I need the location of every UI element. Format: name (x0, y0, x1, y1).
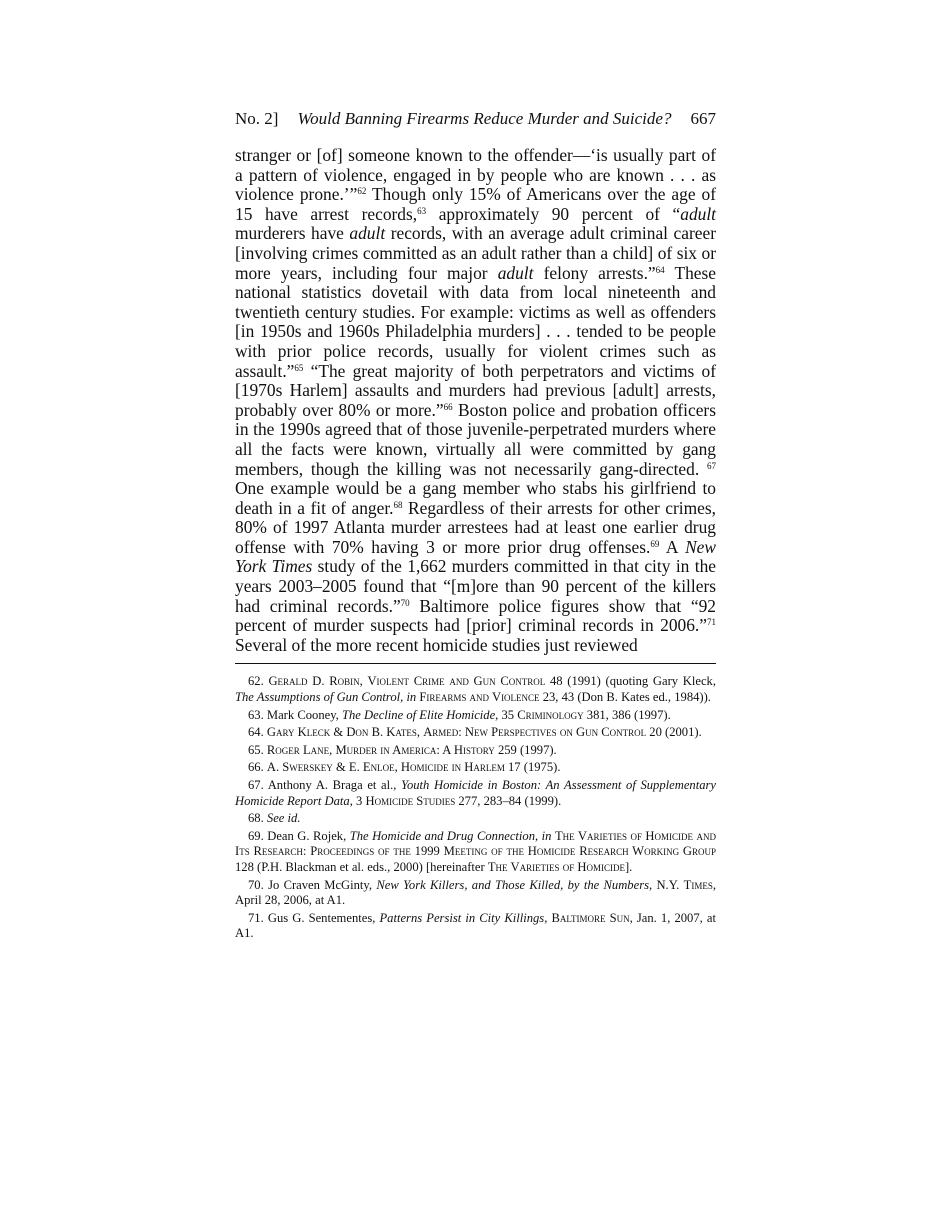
footnote-text: Anthony A. Braga et al., (263, 778, 402, 792)
footnote-text: , April 28, 2006, at A1. (235, 877, 716, 908)
footnote-journal: Times (683, 877, 713, 892)
footnote-ref[interactable]: 67 (707, 460, 716, 471)
body-text-segment: Boston police and probation officers in the 1990s agreed that of those juvenile-perpetrated murders where all the facts were known, virtually all were committed by gang members, though the killing was not necessarily gang-directed. (235, 399, 716, 479)
footnote-text: 381, 386 (1997). (583, 707, 671, 722)
footnote-text: 20 (2001). (646, 725, 702, 740)
footnote-text: , 3 (349, 793, 366, 808)
footnote-text: 17 (1975). (504, 760, 561, 775)
footnote-ref[interactable]: 69 (650, 538, 660, 549)
footnote-article: The Decline of Elite Homicide (341, 707, 496, 722)
footnote-work: Firearms and Violence (419, 690, 540, 705)
publication-title: New York Times (235, 536, 716, 577)
body-text-segment: felony arrests.” (533, 262, 656, 283)
footnote-text: Dean G. Rojek, (263, 828, 350, 843)
footnote-text: 23, 43 (Don B. Kates ed., 1984)). (539, 690, 711, 705)
footnote-text: Mark Cooney, (263, 707, 342, 722)
footnote-author: Roger Lane (266, 742, 330, 757)
footnote-text: Jo Craven McGinty, (263, 877, 377, 892)
body-text-segment: Regardless of their arrests for other crimes, 80% of 1997 Atlanta murder arrestees had at least one earlier drug offense with 70% having 3 or more prior drug offenses. (235, 497, 716, 557)
footnote-text: 128 (P.H. Blackman et al. eds., 2000) [hereinafter (235, 859, 488, 874)
footnote-text: , (544, 910, 552, 925)
footnote-text: , Jan. 1, 2007, at A1. (235, 910, 716, 941)
footnote-number: 66. (248, 760, 264, 775)
body-text-segment: approximately 90 percent of “ (426, 203, 681, 224)
footnote-number: 64. (248, 725, 264, 740)
footnote-ref[interactable]: 71 (707, 617, 716, 628)
body-paragraph (235, 146, 716, 655)
footnote-ref[interactable]: 64 (655, 264, 665, 275)
footnote-article: Youth Homicide in Boston: An Assessment of Supplementary Homicide Report Data (235, 778, 717, 808)
emphasis: adult (497, 262, 534, 283)
footnote-number: 71. (248, 910, 264, 925)
footnote-number: 62. (248, 674, 264, 689)
body-text-segment: Several of the more recent homicide studies just reviewed (235, 634, 638, 655)
footnote-work: Armed: New Perspectives on Gun Control (423, 725, 647, 740)
footnote-work: Murder in America: A History (335, 742, 495, 757)
footnote-ref[interactable]: 65 (294, 362, 304, 373)
footnote-number: 63. (248, 707, 264, 722)
footnote-text: , in (400, 690, 420, 705)
issue-number: No. 2] (235, 109, 279, 128)
footnote-text: , 35 (495, 707, 518, 722)
running-title: Would Banning Firearms Reduce Murder and Suicide? (297, 109, 672, 128)
emphasis: adult (349, 223, 386, 244)
footnote-article: The Homicide and Drug Connection, in (349, 828, 552, 843)
footnote-ref[interactable]: 68 (393, 499, 403, 510)
footnote-author: Gerald D. Robin (268, 674, 360, 689)
footnote-author: A. Swerskey & E. Enloe (266, 760, 395, 775)
footnote-work: Violent Crime and Gun Control (367, 674, 546, 689)
footnote-text: See id. (266, 811, 301, 826)
footnote-66 (235, 760, 716, 776)
footnote-article: Patterns Persist in City Killings (379, 910, 545, 925)
footnote-68 (235, 811, 716, 827)
document-page (235, 108, 716, 944)
footnote-ref[interactable]: 70 (400, 597, 410, 608)
footnote-text: Gus G. Sentementes, (263, 910, 380, 925)
body-text-segment: One example would be a gang member who stabs his girlfriend to death in a fit of anger. (235, 478, 716, 518)
body-text-segment: murderers have (235, 223, 350, 244)
emphasis: adult (680, 203, 716, 224)
footnote-journal: Baltimore Sun (551, 910, 630, 925)
footnote-text: , (394, 760, 401, 775)
body-text-segment: These national statistics dovetail with data from local nineteenth and twentieth century studies. For example: victims as well as offenders [in 1950s and 1960s Philadelphia murders] . . . tended to be people with prior police records, usually for violent crimes such as assault.” (235, 262, 716, 381)
footnote-ref[interactable]: 63 (417, 205, 427, 216)
footnote-text: , (329, 742, 336, 757)
footnote-text: , N.Y. (649, 877, 684, 892)
footnote-author: Gary Kleck & Don B. Kates (266, 725, 417, 740)
footnote-number: 69. (248, 828, 264, 843)
footnote-64 (235, 725, 716, 741)
page-number: 667 (690, 109, 716, 128)
body-text-segment: Baltimore police figures show that “92 percent of murder suspects had [prior] criminal records in 2006.” (235, 595, 716, 636)
footnote-text: 259 (1997). (494, 742, 557, 757)
footnote-number: 67. (248, 778, 264, 792)
footnote-ref[interactable]: 66 (443, 401, 453, 412)
footnote-text: 48 (1991) (quoting Gary Kleck, (545, 674, 717, 689)
footnote-text: ]. (624, 859, 633, 874)
footnote-text: , (416, 725, 424, 740)
body-text-segment: Though only 15% of Americans over the age of 15 have arrest records, (235, 184, 716, 224)
footnote-69 (235, 829, 716, 876)
footnote-65 (235, 743, 716, 759)
footnote-71 (235, 911, 716, 942)
footnote-number: 70. (248, 877, 264, 892)
body-text-segment: records, with an average adult criminal career [involving crimes committed as an adult rather than a child] of six or more years, including four major (235, 223, 716, 283)
body-text-segment: A (659, 536, 686, 557)
footnote-62: 62. Gerald D. Robin, Violent Crime and Gun Control 48 (1991) (quoting Gary Kleck, The Assumptions of Gun Control, in Firearms and Violence 23, 43 (Don B. Kates ed., 1984)). (235, 674, 717, 705)
footnote-63 (235, 708, 716, 724)
footnote-article: The Assumptions of Gun Control (235, 690, 401, 705)
footnote-67 (235, 778, 716, 809)
footnote-divider (235, 663, 716, 664)
footnote-ref[interactable]: 62 (357, 186, 367, 197)
body-text-segment: study of the 1,662 murders committed in that city in the years 2003–2005 found that “[m]ore than 90 percent of the killers had criminal records.” (235, 556, 716, 616)
footnote-70 (235, 878, 716, 909)
footnote-journal: Homicide Studies (365, 793, 456, 808)
running-header (235, 108, 716, 130)
footnote-work: The Varieties of Homicide (487, 859, 625, 874)
footnote-work: Homicide in Harlem (400, 760, 505, 775)
body-text-segment: stranger or [of] someone known to the offender—‘is usually part of a pattern of violence, engaged in by people who are known . . . as violence prone.’” (235, 145, 716, 205)
footnote-article: New York Killers, and Those Killed, by the Numbers (376, 877, 649, 892)
body-text-segment: “The great majority of both perpetrators and victims of [1970s Harlem] assaults and murders had previous [adult] arrests, probably over 80% or more.” (235, 360, 716, 420)
footnote-work: The Varieties of Homicide and Its Research: Proceedings of the 1999 Meeting of the Homicide Research Working Group (235, 828, 716, 859)
footnotes-section (235, 674, 716, 942)
footnote-text: 277, 283–84 (1999). (455, 793, 562, 808)
footnote-number: 68. (248, 811, 264, 826)
footnote-number: 65. (248, 742, 264, 757)
footnote-journal: Criminology (517, 707, 584, 722)
